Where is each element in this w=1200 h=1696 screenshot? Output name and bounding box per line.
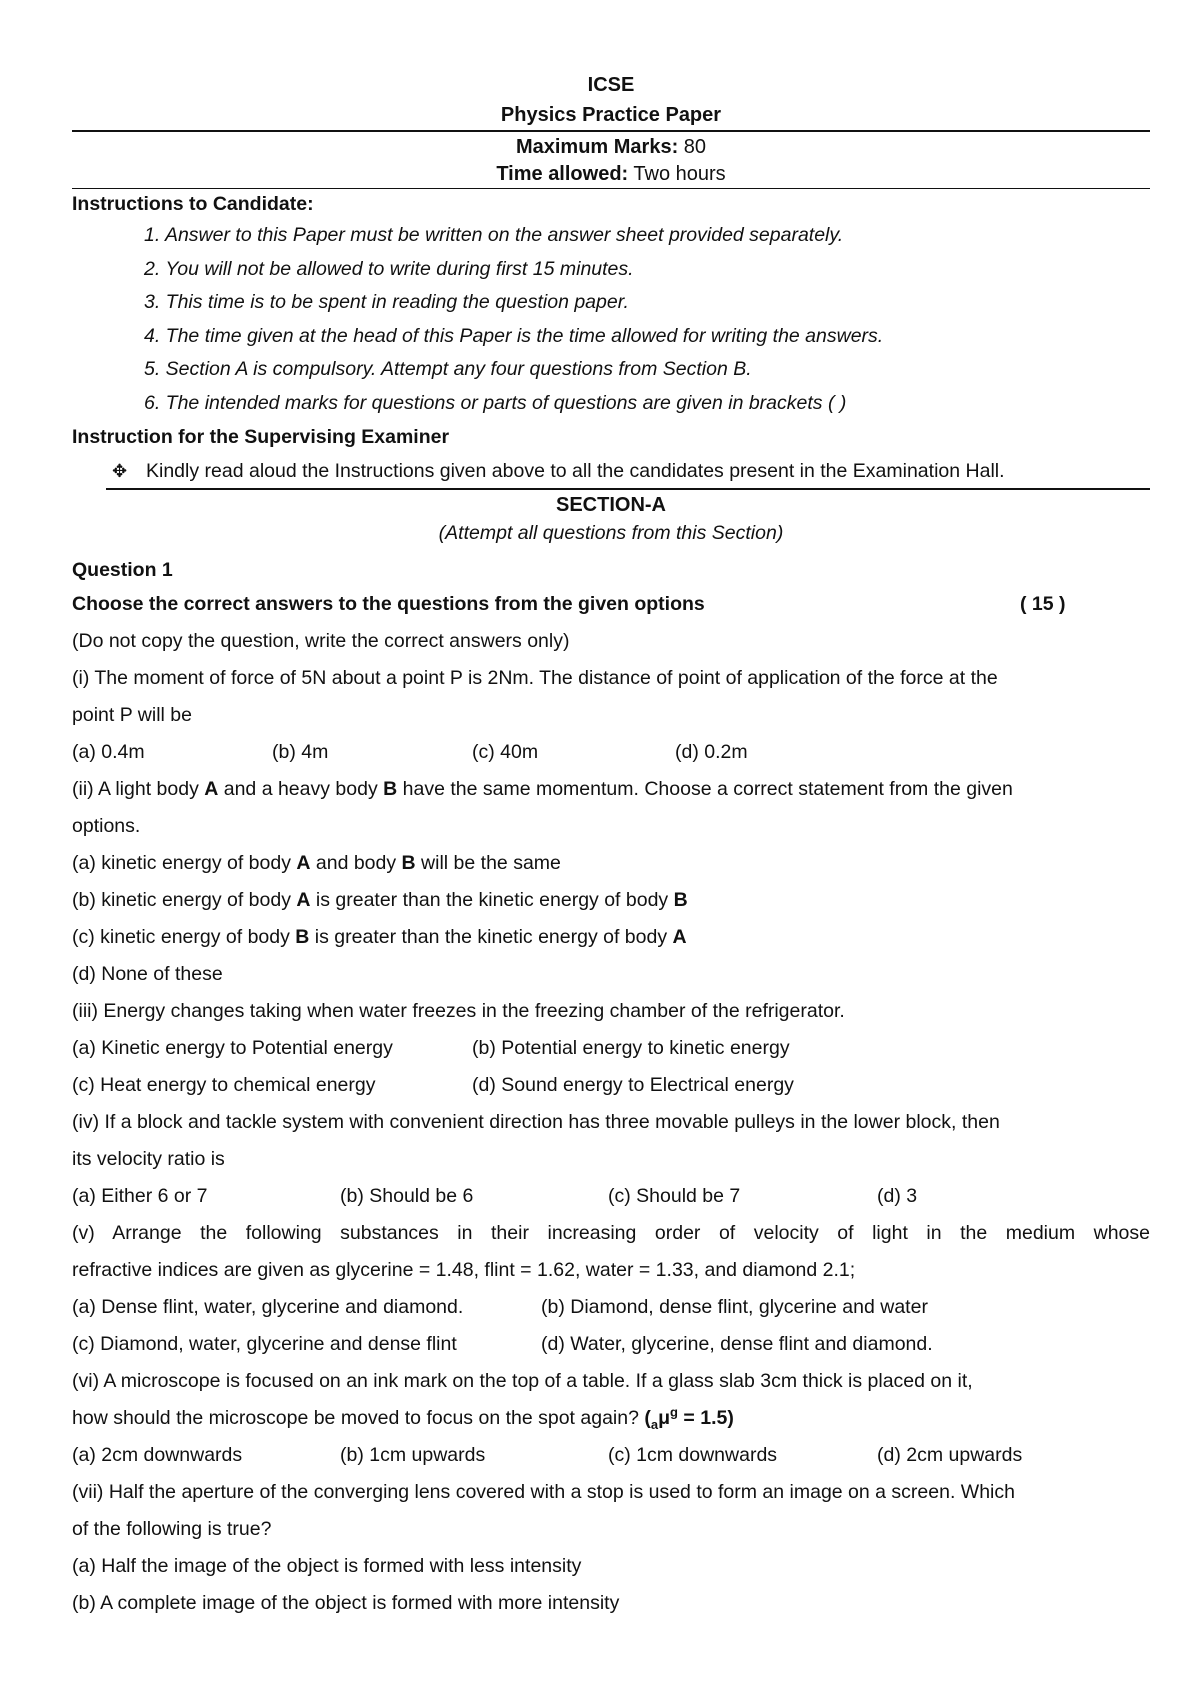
body-label: A bbox=[296, 852, 311, 874]
supervisor-instructions-title: Instruction for the Supervising Examiner bbox=[72, 426, 450, 448]
question-text: point P will be bbox=[72, 704, 192, 726]
instructions-title: Instructions to Candidate: bbox=[72, 193, 314, 215]
section-title: SECTION-A bbox=[556, 494, 666, 516]
text: is greater than the kinetic energy of body bbox=[309, 926, 673, 948]
body-label: B bbox=[673, 889, 688, 911]
option: (b) 4m bbox=[272, 741, 329, 763]
option: (c) Diamond, water, glycerine and dense flint bbox=[72, 1333, 457, 1355]
option: (c) Heat energy to chemical energy bbox=[72, 1074, 376, 1096]
text: = 1.5) bbox=[678, 1407, 734, 1429]
supervisor-instruction-text: Kindly read aloud the Instructions given above to all the candidates present in the Examination Hall. bbox=[146, 460, 1005, 482]
body-label: A bbox=[296, 889, 311, 911]
option: (a) Kinetic energy to Potential energy bbox=[72, 1037, 393, 1059]
instruction-item: 5. Section A is compulsory. Attempt any four questions from Section B. bbox=[144, 358, 752, 380]
question-text bbox=[72, 771, 1150, 808]
text: a bbox=[650, 1416, 659, 1432]
question-note: (Do not copy the question, write the correct answers only) bbox=[72, 630, 570, 652]
body-label: B bbox=[401, 852, 416, 874]
text: how should the microscope be moved to focus on the spot again? bbox=[72, 1407, 639, 1429]
options-row bbox=[72, 1437, 1150, 1474]
section-subtitle: (Attempt all questions from this Section) bbox=[438, 522, 784, 544]
option: (d) Water, glycerine, dense flint and diamond. bbox=[541, 1333, 933, 1355]
text: μ bbox=[658, 1407, 671, 1429]
text: (b) kinetic energy of body bbox=[72, 889, 297, 911]
option: (d) 0.2m bbox=[675, 741, 748, 763]
option: (b) 1cm upwards bbox=[340, 1444, 486, 1466]
text: (ii) A light body bbox=[72, 778, 205, 800]
time-allowed bbox=[72, 160, 1150, 188]
option: (d) None of these bbox=[72, 963, 223, 985]
exam-paper bbox=[72, 70, 1150, 1622]
text: will be the same bbox=[415, 852, 561, 874]
options-row bbox=[72, 1326, 1150, 1363]
time-allowed-value: Two hours bbox=[633, 163, 726, 185]
option: (b) Potential energy to kinetic energy bbox=[472, 1037, 790, 1059]
text: and body bbox=[310, 852, 402, 874]
options-row bbox=[72, 1030, 1150, 1067]
option bbox=[72, 845, 1150, 882]
question-text: (vii) Half the aperture of the converging lens covered with a stop is used to form an image on a screen. Which bbox=[72, 1481, 1015, 1503]
question-text: options. bbox=[72, 815, 141, 837]
option: (b) A complete image of the object is formed with more intensity bbox=[72, 1592, 620, 1614]
option: (b) Diamond, dense flint, glycerine and water bbox=[541, 1296, 928, 1318]
question-instruction bbox=[72, 586, 1150, 623]
option: (a) Half the image of the object is formed with less intensity bbox=[72, 1555, 582, 1577]
text: is greater than the kinetic energy of body bbox=[310, 889, 674, 911]
question-text: (v) Arrange the following substances in their increasing order of velocity of light in the medium whose bbox=[72, 1222, 1150, 1244]
option: (a) Dense flint, water, glycerine and diamond. bbox=[72, 1296, 464, 1318]
text: g bbox=[670, 1404, 678, 1420]
question-text: (vi) A microscope is focused on an ink mark on the top of a table. If a glass slab 3cm thick is placed on it, bbox=[72, 1370, 973, 1392]
instruction-item: 4. The time given at the head of this Paper is the time allowed for writing the answers. bbox=[144, 324, 884, 347]
option: (a) 2cm downwards bbox=[72, 1444, 243, 1466]
question-text: (i) The moment of force of 5N about a point P is 2Nm. The distance of point of application of the force at the bbox=[72, 667, 998, 689]
option: (b) Should be 6 bbox=[340, 1185, 474, 1207]
options-row bbox=[72, 1289, 1150, 1326]
option: (c) Should be 7 bbox=[608, 1185, 741, 1207]
body-label: A bbox=[672, 926, 687, 948]
text: (a) kinetic energy of body bbox=[72, 852, 297, 874]
text: have the same momentum. Choose a correct statement from the given bbox=[397, 778, 1013, 800]
option: (c) 40m bbox=[472, 741, 539, 763]
option: (c) 1cm downwards bbox=[608, 1444, 778, 1466]
text: ( bbox=[644, 1407, 651, 1429]
board-title: ICSE bbox=[587, 74, 635, 96]
question-text: its velocity ratio is bbox=[72, 1148, 225, 1170]
option: (d) 2cm upwards bbox=[877, 1444, 1023, 1466]
question-text: refractive indices are given as glycerine = 1.48, flint = 1.62, water = 1.33, and diamond 2.1; bbox=[72, 1259, 856, 1281]
diamond-bullet-icon: ✥ bbox=[112, 461, 128, 481]
options-row bbox=[72, 1178, 1150, 1215]
instruction-item: 6. The intended marks for questions or parts of questions are given in brackets ( ) bbox=[144, 391, 847, 414]
option: (d) Sound energy to Electrical energy bbox=[472, 1074, 794, 1096]
time-allowed-label: Time allowed: bbox=[496, 163, 629, 185]
question-text: (iii) Energy changes taking when water freezes in the freezing chamber of the refrigerator. bbox=[72, 1000, 845, 1022]
option: (a) 0.4m bbox=[72, 741, 145, 763]
max-marks-value: 80 bbox=[683, 136, 707, 158]
option: (a) Either 6 or 7 bbox=[72, 1185, 208, 1207]
text: (c) kinetic energy of body bbox=[72, 926, 296, 948]
body-label: B bbox=[383, 778, 398, 800]
question-text bbox=[72, 1400, 1150, 1437]
instruction-item: 2. You will not be allowed to write during first 15 minutes. bbox=[144, 257, 634, 280]
max-marks-label: Maximum Marks: bbox=[515, 136, 679, 158]
text: and a heavy body bbox=[218, 778, 384, 800]
instruction-item: 1. Answer to this Paper must be written on the answer sheet provided separately. bbox=[144, 224, 844, 246]
body-label: B bbox=[295, 926, 310, 948]
option bbox=[72, 882, 1150, 919]
supervisor-instruction bbox=[72, 454, 1150, 488]
question-text: of the following is true? bbox=[72, 1518, 272, 1540]
paper-title: Physics Practice Paper bbox=[500, 104, 722, 126]
max-marks bbox=[72, 132, 1150, 160]
question-text: (iv) If a block and tackle system with convenient direction has three movable pulleys in the lower block, then bbox=[72, 1111, 1000, 1133]
option: (d) 3 bbox=[877, 1185, 918, 1207]
options-row bbox=[72, 1067, 1150, 1104]
question-marks: ( 15 ) bbox=[1020, 593, 1066, 615]
refractive-index-formula bbox=[644, 1404, 734, 1432]
instruction-item: 3. This time is to be spent in reading the question paper. bbox=[144, 291, 629, 313]
question-instruction-text: Choose the correct answers to the questions from the given options bbox=[72, 593, 705, 615]
options-row bbox=[72, 734, 1150, 771]
option bbox=[72, 919, 1150, 956]
body-label: A bbox=[204, 778, 219, 800]
question-label: Question 1 bbox=[72, 559, 173, 581]
